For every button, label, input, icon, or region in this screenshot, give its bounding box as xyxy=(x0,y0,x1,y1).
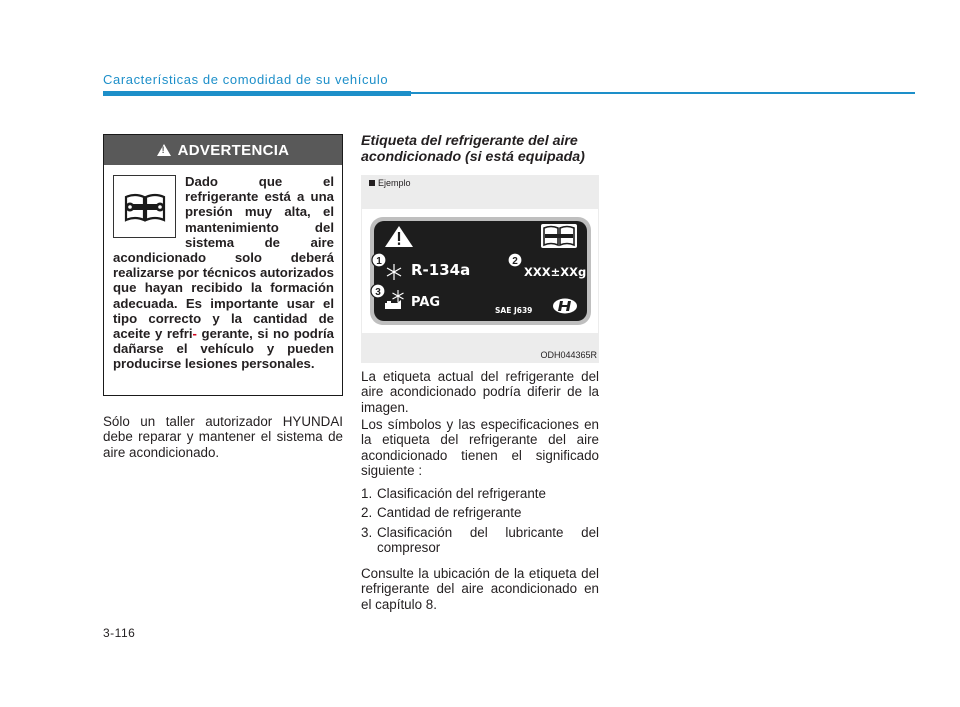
section-title: Características de comodidad de su vehículo xyxy=(103,72,389,87)
lubricant-type-text: PAG xyxy=(411,295,441,310)
page-number: 3-116 xyxy=(103,626,136,640)
warning-text-part2: gerante, si no podría dañarse el vehículo y pueden producirse lesiones personales. xyxy=(113,326,334,372)
list-item-text: Cantidad de refrigerante xyxy=(377,505,522,521)
svg-text:3: 3 xyxy=(375,287,381,298)
refrigerant-quantity-text: XXX±XXg xyxy=(524,265,587,279)
list-item-text: Clasificación del refrigerante xyxy=(377,486,546,501)
service-manual-icon xyxy=(113,175,176,238)
list-item xyxy=(361,486,599,501)
figure-note-text: Ejemplo xyxy=(378,178,411,188)
paragraph-label-may-differ: La etiqueta actual del refrigerante del aire acondicionado podría diferir de la imagen. xyxy=(361,369,599,415)
list-item xyxy=(361,505,599,520)
refrigerant-label-figure xyxy=(361,175,599,363)
warning-header xyxy=(104,135,342,165)
warning-box xyxy=(103,134,343,396)
warning-text xyxy=(104,165,342,372)
section-heading: Etiqueta del refrigerante del aire acondicionado (si está equipada) xyxy=(361,133,585,165)
warning-hyphen: - xyxy=(192,326,197,342)
specification-list xyxy=(361,486,599,559)
refrigerant-type-text: R-134a xyxy=(411,261,471,279)
list-item-text: Clasificación del lubricante del compresor xyxy=(377,524,599,555)
header-rule-thick xyxy=(103,91,411,96)
warning-triangle-icon xyxy=(157,144,171,156)
list-item-number: 1. xyxy=(361,486,373,501)
warning-title: ADVERTENCIA xyxy=(177,141,290,159)
list-item-number: 2. xyxy=(361,505,373,521)
list-item-number: 3. xyxy=(361,524,373,540)
paragraph-label-location: Consulte la ubicación de la etiqueta del refrigerante del aire acondicionado en el capítulo 8. xyxy=(361,566,599,612)
svg-text:1: 1 xyxy=(376,256,382,267)
paragraph-symbols-meaning: Los símbolos y las especificaciones en la etiqueta del refrigerante del aire acondicionado tienen el significado siguiente : xyxy=(361,417,599,478)
svg-text:2: 2 xyxy=(512,256,518,267)
callout-2 xyxy=(508,253,522,267)
callout-1 xyxy=(372,253,386,267)
sae-standard-text: SAE J639 xyxy=(495,306,533,315)
label-manual-icon xyxy=(541,224,577,248)
hyundai-logo-icon xyxy=(553,299,577,314)
warning-text-part1: Dado que el refrigerante está a una presión muy alta, el mantenimiento del sistema de aire acondicionado solo deberá realizarse por técnicos autorizados que hayan recibido la formación adecuada. Es importante usar el tipo correcto y la cantidad de aceite y refri xyxy=(113,174,334,342)
left-paragraph: Sólo un taller autorizador HYUNDAI debe reparar y mantener el sistema de aire acondicionado. xyxy=(103,414,343,460)
refrigerant-label-illustration xyxy=(361,175,599,363)
figure-code: ODH044365R xyxy=(540,350,597,360)
callout-3 xyxy=(371,284,385,298)
list-item xyxy=(361,525,599,556)
header-rule-thin xyxy=(411,92,915,94)
